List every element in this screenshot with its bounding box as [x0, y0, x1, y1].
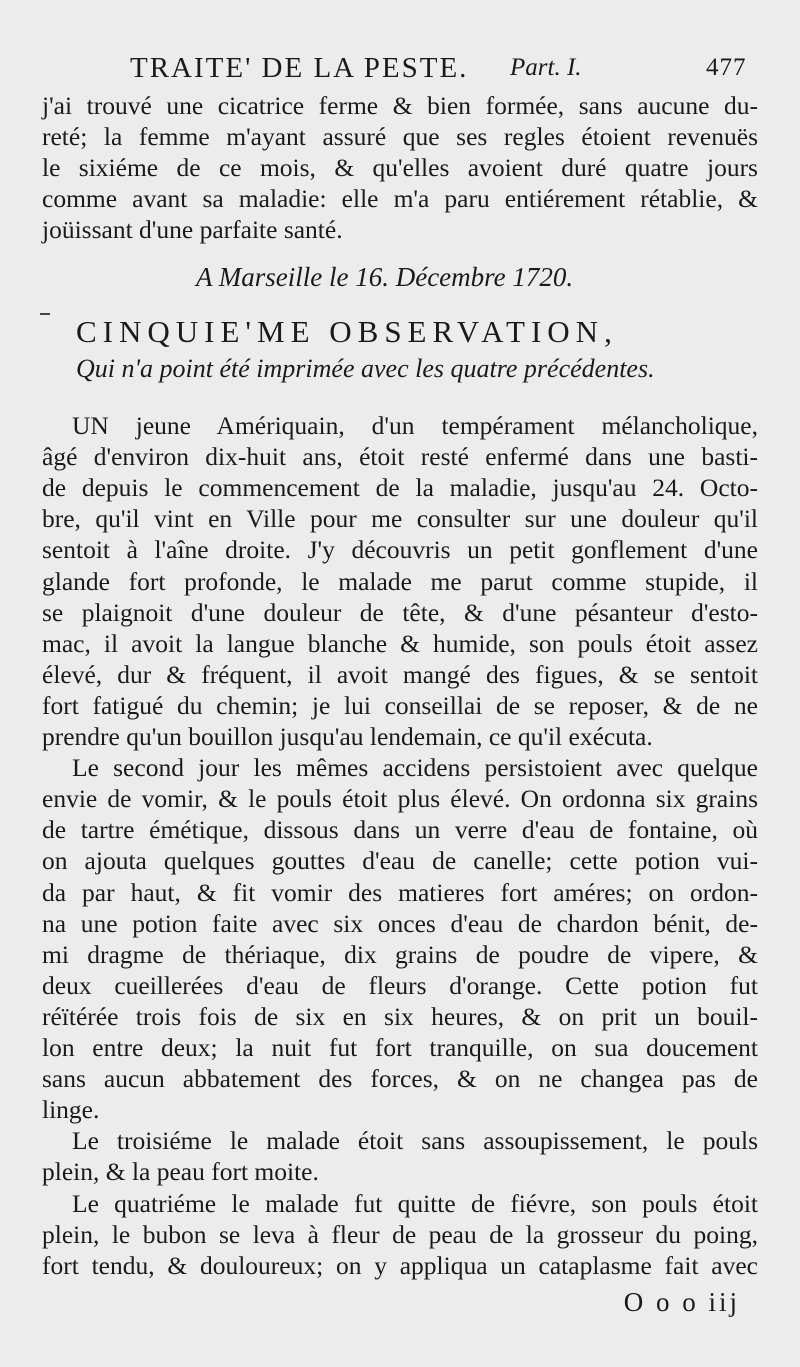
- text-line: réïtérée trois fois de six en six heures, & on prit un bouil-: [42, 1002, 758, 1031]
- text-line: UN jeune Amériquain, d'un tempérament mélancholique,: [72, 411, 758, 440]
- section-heading: CINQUIE'ME OBSERVATION,: [76, 314, 618, 349]
- text-line: Le second jour les mêmes accidens persistoient avec quelque: [72, 753, 758, 782]
- text-line: Le quatriéme le malade fut quitte de fiévre, son pouls étoit: [72, 1189, 758, 1218]
- signature-mark: O o o iij: [623, 1287, 740, 1317]
- text-line: on ajouta quelques gouttes d'eau de canelle; cette potion vui-: [42, 846, 758, 875]
- header-title: TRAITE' DE LA PESTE.: [130, 52, 469, 84]
- text-line: glande fort profonde, le malade me parut comme stupide, il: [42, 567, 758, 596]
- text-line: mac, il avoit la langue blanche & humide, son pouls étoit assez: [42, 629, 758, 658]
- text-line: élevé, dur & fréquent, il avoit mangé des figues, & se sentoit: [42, 660, 758, 689]
- text-line: de depuis le commencement de la maladie, jusqu'au 24. Octo-: [42, 473, 758, 502]
- text-line: na une potion faite avec six onces d'eau de chardon bénit, de-: [42, 909, 758, 938]
- text-line: envie de vomir, & le pouls étoit plus élevé. On ordonna six grains: [42, 784, 758, 813]
- text-line: da par haut, & fit vomir des matieres fort améres; on ordon-: [42, 878, 758, 907]
- header-part: Part. I.: [510, 54, 582, 81]
- text-line: reté; la femme m'ayant assuré que ses regles étoient revenuës: [42, 122, 758, 151]
- text-line: bre, qu'il vint en Ville pour me consulter sur une douleur qu'il: [42, 504, 758, 533]
- text-line: âgé d'environ dix-huit ans, étoit resté enfermé dans une basti-: [42, 442, 758, 471]
- page-number: 477: [706, 54, 747, 81]
- text-line: prendre qu'un bouillon jusqu'au lendemain, ce qu'il exécuta.: [42, 722, 653, 751]
- text-line: fort tendu, & douloureux; on y appliqua un cataplasme fait avec: [42, 1251, 758, 1280]
- text-line: sans aucun abbatement des forces, & on ne changea pas de: [42, 1064, 758, 1093]
- text-line: plein, & la peau fort moite.: [42, 1157, 319, 1186]
- running-header: [42, 52, 758, 92]
- text-line: deux cueillerées d'eau de fleurs d'orange. Cette potion fut: [42, 971, 758, 1000]
- text-line: mi dragme de thériaque, dix grains de poudre de vipere, &: [42, 940, 758, 969]
- text-line: le sixiéme de ce mois, & qu'elles avoient duré quatre jours: [42, 153, 758, 182]
- text-line: de tartre émétique, dissous dans un verre d'eau de fontaine, où: [42, 815, 758, 844]
- text-line: se plaignoit d'une douleur de tête, & d'une pésanteur d'esto-: [42, 598, 758, 627]
- text-line: lon entre deux; la nuit fut fort tranquille, on sua doucement: [42, 1033, 758, 1062]
- text-line: fort fatigué du chemin; je lui conseillai de se reposer, & de ne: [42, 691, 758, 720]
- section-subheading: Qui n'a point été imprimée avec les quatre précédentes.: [76, 354, 655, 383]
- dateline: A Marseille le 16. Décembre 1720.: [196, 262, 574, 292]
- text-line: plein, le bubon se leva à fleur de peau de la grosseur du poing,: [42, 1220, 758, 1249]
- text-line: joüissant d'une parfaite santé.: [42, 215, 343, 244]
- text-line: linge.: [42, 1095, 100, 1124]
- text-line: j'ai trouvé une cicatrice ferme & bien formée, sans aucune du-: [42, 91, 758, 120]
- text-line: comme avant sa maladie: elle m'a paru entiérement rétablie, &: [42, 184, 758, 213]
- margin-mark: [40, 313, 50, 315]
- text-line: Le troisiéme le malade étoit sans assoupissement, le pouls: [72, 1126, 758, 1155]
- text-line: sentoit à l'aîne droite. J'y découvris un petit gonflement d'une: [42, 535, 758, 564]
